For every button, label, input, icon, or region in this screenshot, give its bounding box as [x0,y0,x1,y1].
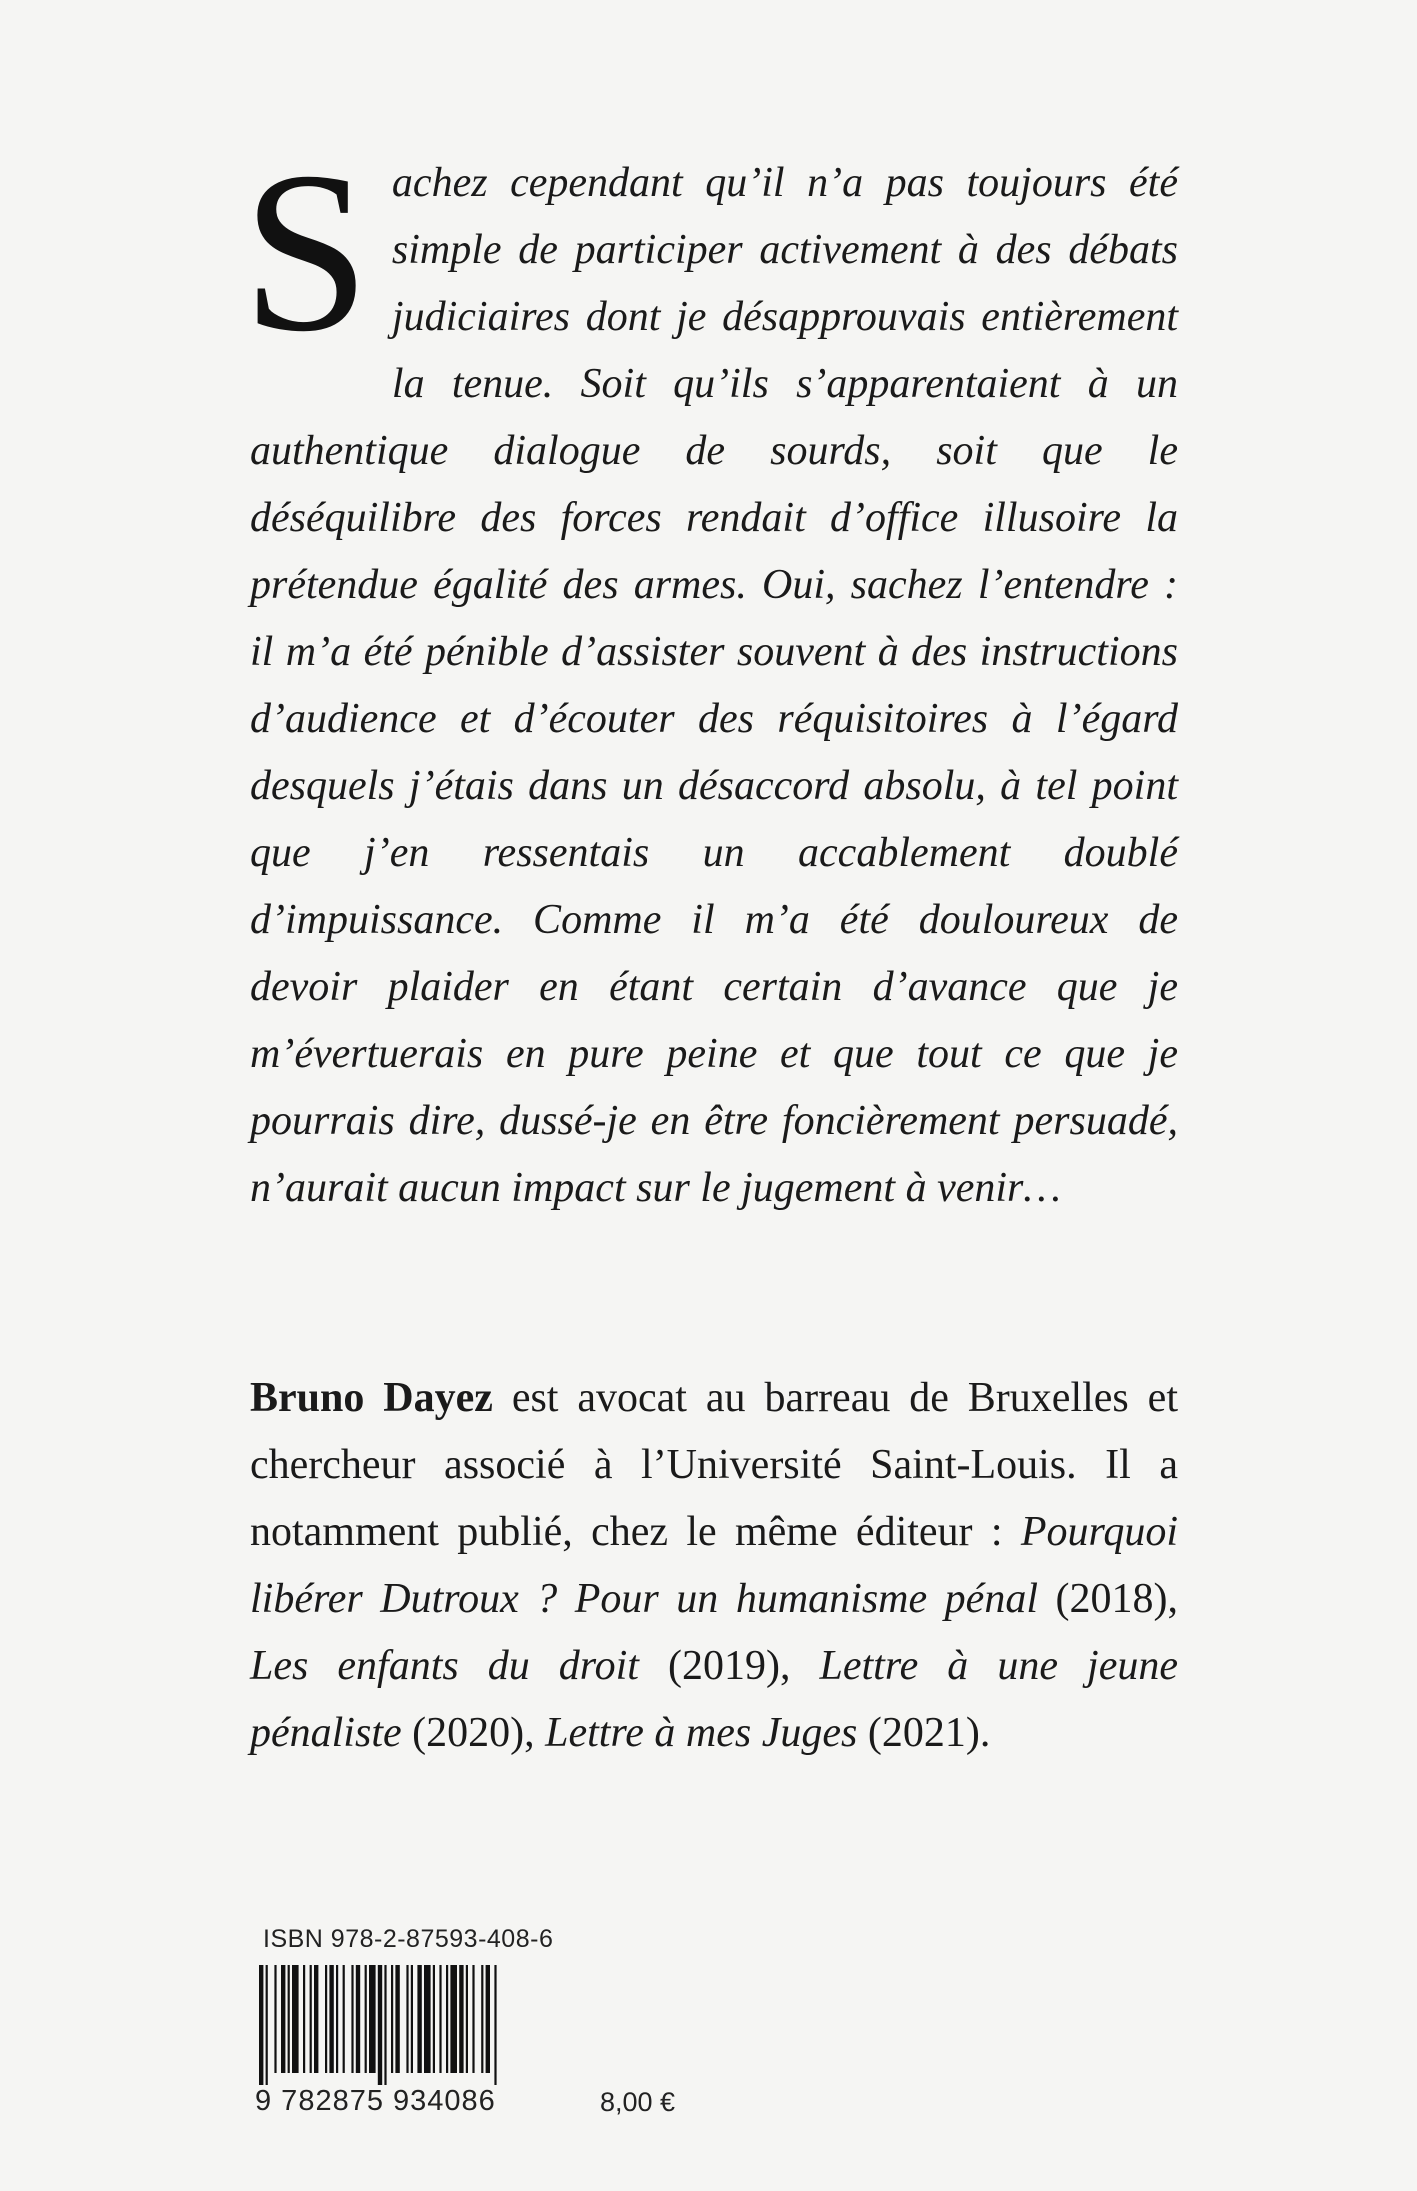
book-title-1: Pourquoi libérer Dutroux ? Pour un humanisme pénal [250,1509,1178,1622]
book-title-2: Les enfants du droit [250,1643,639,1689]
author-name: Bruno Dayez [250,1375,493,1421]
book-title-4: Lettre à mes Juges [545,1710,858,1756]
bio-intro: est avocat au barreau de Bruxelles et chercheur associé à l’Université Saint-Louis. Il a notamment publié, chez le même éditeur : [250,1375,1178,1555]
barcode-icon [255,1965,585,2085]
drop-cap: S [242,124,370,379]
price: 8,00 € [600,2087,676,2117]
excerpt-text: achez cependant qu’il n’a pas toujours été simple de participer activement à des débats judiciaires dont je désapprouvais entièrement la tenue. Soit qu’ils s’apparentaient à un authentique dialogue de sourds, soit que le déséquilibre des forces rendait d’office illusoire la prétendue égalité des armes. Oui, sachez l’entendre : il m’a été pénible d’assister souvent à des instructions d’audience et d’écouter des réquisitoires à l’égard desquels j’étais dans un désaccord absolu, à tel point que j’en ressentais un accablement doublé d’impuissance. Comme il m’a été douloureux de devoir plaider en étant certain d’avance que je m’évertuerais en pure peine et que tout ce que je pourrais dire, dussé-je en être foncièrement persuadé, n’aurait aucun impact sur le jugement à venir… [250,160,1178,1211]
isbn-label: ISBN 978-2-87593-408-6 [263,1925,554,1953]
book-year-2: (2019), [638,1643,820,1689]
author-bio [250,1365,1178,1767]
book-year-1: (2018), [1037,1576,1178,1622]
barcode-digits: 9 782875 934086 [255,2085,496,2117]
book-year-3: (2020), [401,1710,546,1756]
book-title-3: Lettre à une jeune pénaliste [250,1643,1178,1756]
excerpt [242,124,1178,1222]
book-year-4: (2021). [857,1710,991,1756]
